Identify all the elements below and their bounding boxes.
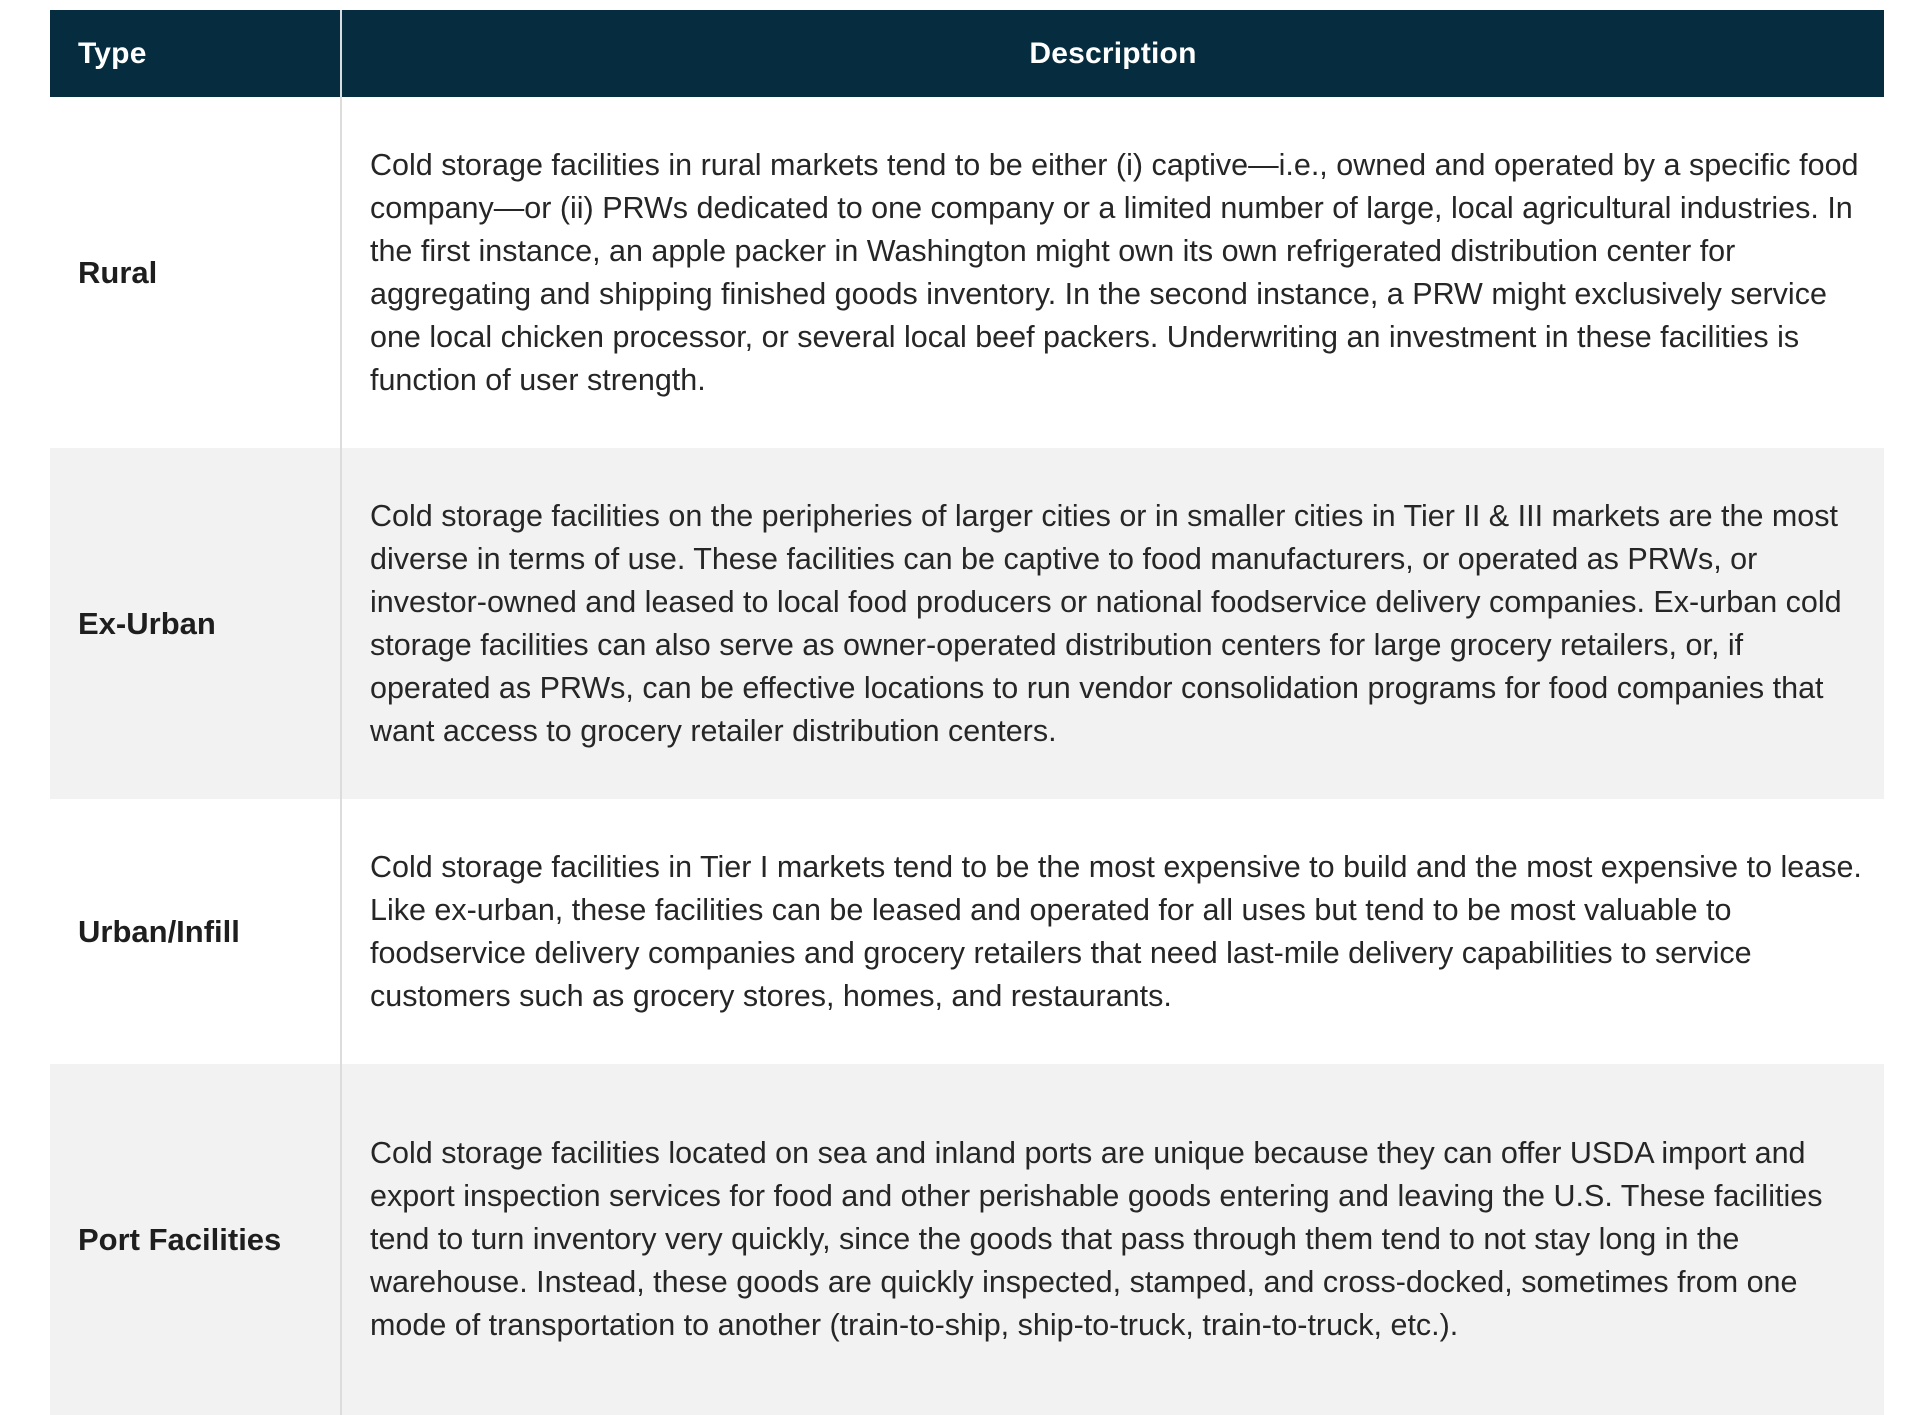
type-cell: Urban/Infill — [50, 799, 341, 1064]
table-row-urban-infill — [50, 799, 1884, 1064]
type-cell: Port Facilities — [50, 1064, 341, 1415]
table-body — [50, 97, 1884, 1415]
header-row — [50, 10, 1884, 97]
type-cell: Rural — [50, 97, 341, 448]
description-cell: Cold storage facilities located on sea and inland ports are unique because they can offer USDA import and export inspection services for food and other perishable goods entering and leaving the U.S. These facilities tend to turn inventory very quickly, since the goods that pass through them tend to not stay long in the warehouse. Instead, these goods are quickly inspected, stamped, and cross-docked, sometimes from one mode of transportation to another (train-to-ship, ship-to-truck, train-to-truck, etc.). — [341, 1064, 1884, 1415]
description-cell: Cold storage facilities in rural markets tend to be either (i) captive—i.e., owned and operated by a specific food company—or (ii) PRWs dedicated to one company or a limited number of large, local agricultural industries. In the first instance, an apple packer in Washington might own its own refrigerated distribution center for aggregating and shipping finished goods inventory. In the second instance, a PRW might exclusively service one local chicken processor, or several local beef packers. Underwriting an investment in these facilities is function of user strength. — [341, 97, 1884, 448]
table-header — [50, 10, 1884, 97]
table-row-ex-urban — [50, 448, 1884, 799]
facility-types-table — [50, 10, 1884, 1415]
facility-types-table-container — [50, 10, 1884, 1415]
description-cell: Cold storage facilities in Tier I markets tend to be the most expensive to build and the most expensive to lease. Like ex-urban, these facilities can be leased and operated for all uses but tend to be most valuable to foodservice delivery companies and grocery retailers that need last-mile delivery capabilities to service customers such as grocery stores, homes, and restaurants. — [341, 799, 1884, 1064]
table-row-rural — [50, 97, 1884, 448]
description-cell: Cold storage facilities on the peripheries of larger cities or in smaller cities in Tier II & III markets are the most diverse in terms of use. These facilities can be captive to food manufacturers, or operated as PRWs, or investor-owned and leased to local food producers or national foodservice delivery companies. Ex-urban cold storage facilities can also serve as owner-operated distribution centers for large grocery retailers, or, if operated as PRWs, can be effective locations to run vendor consolidation programs for food companies that want access to grocery retailer distribution centers. — [341, 448, 1884, 799]
column-header-description: Description — [341, 10, 1884, 97]
type-cell: Ex-Urban — [50, 448, 341, 799]
column-header-type: Type — [50, 10, 341, 97]
table-row-port-facilities — [50, 1064, 1884, 1415]
